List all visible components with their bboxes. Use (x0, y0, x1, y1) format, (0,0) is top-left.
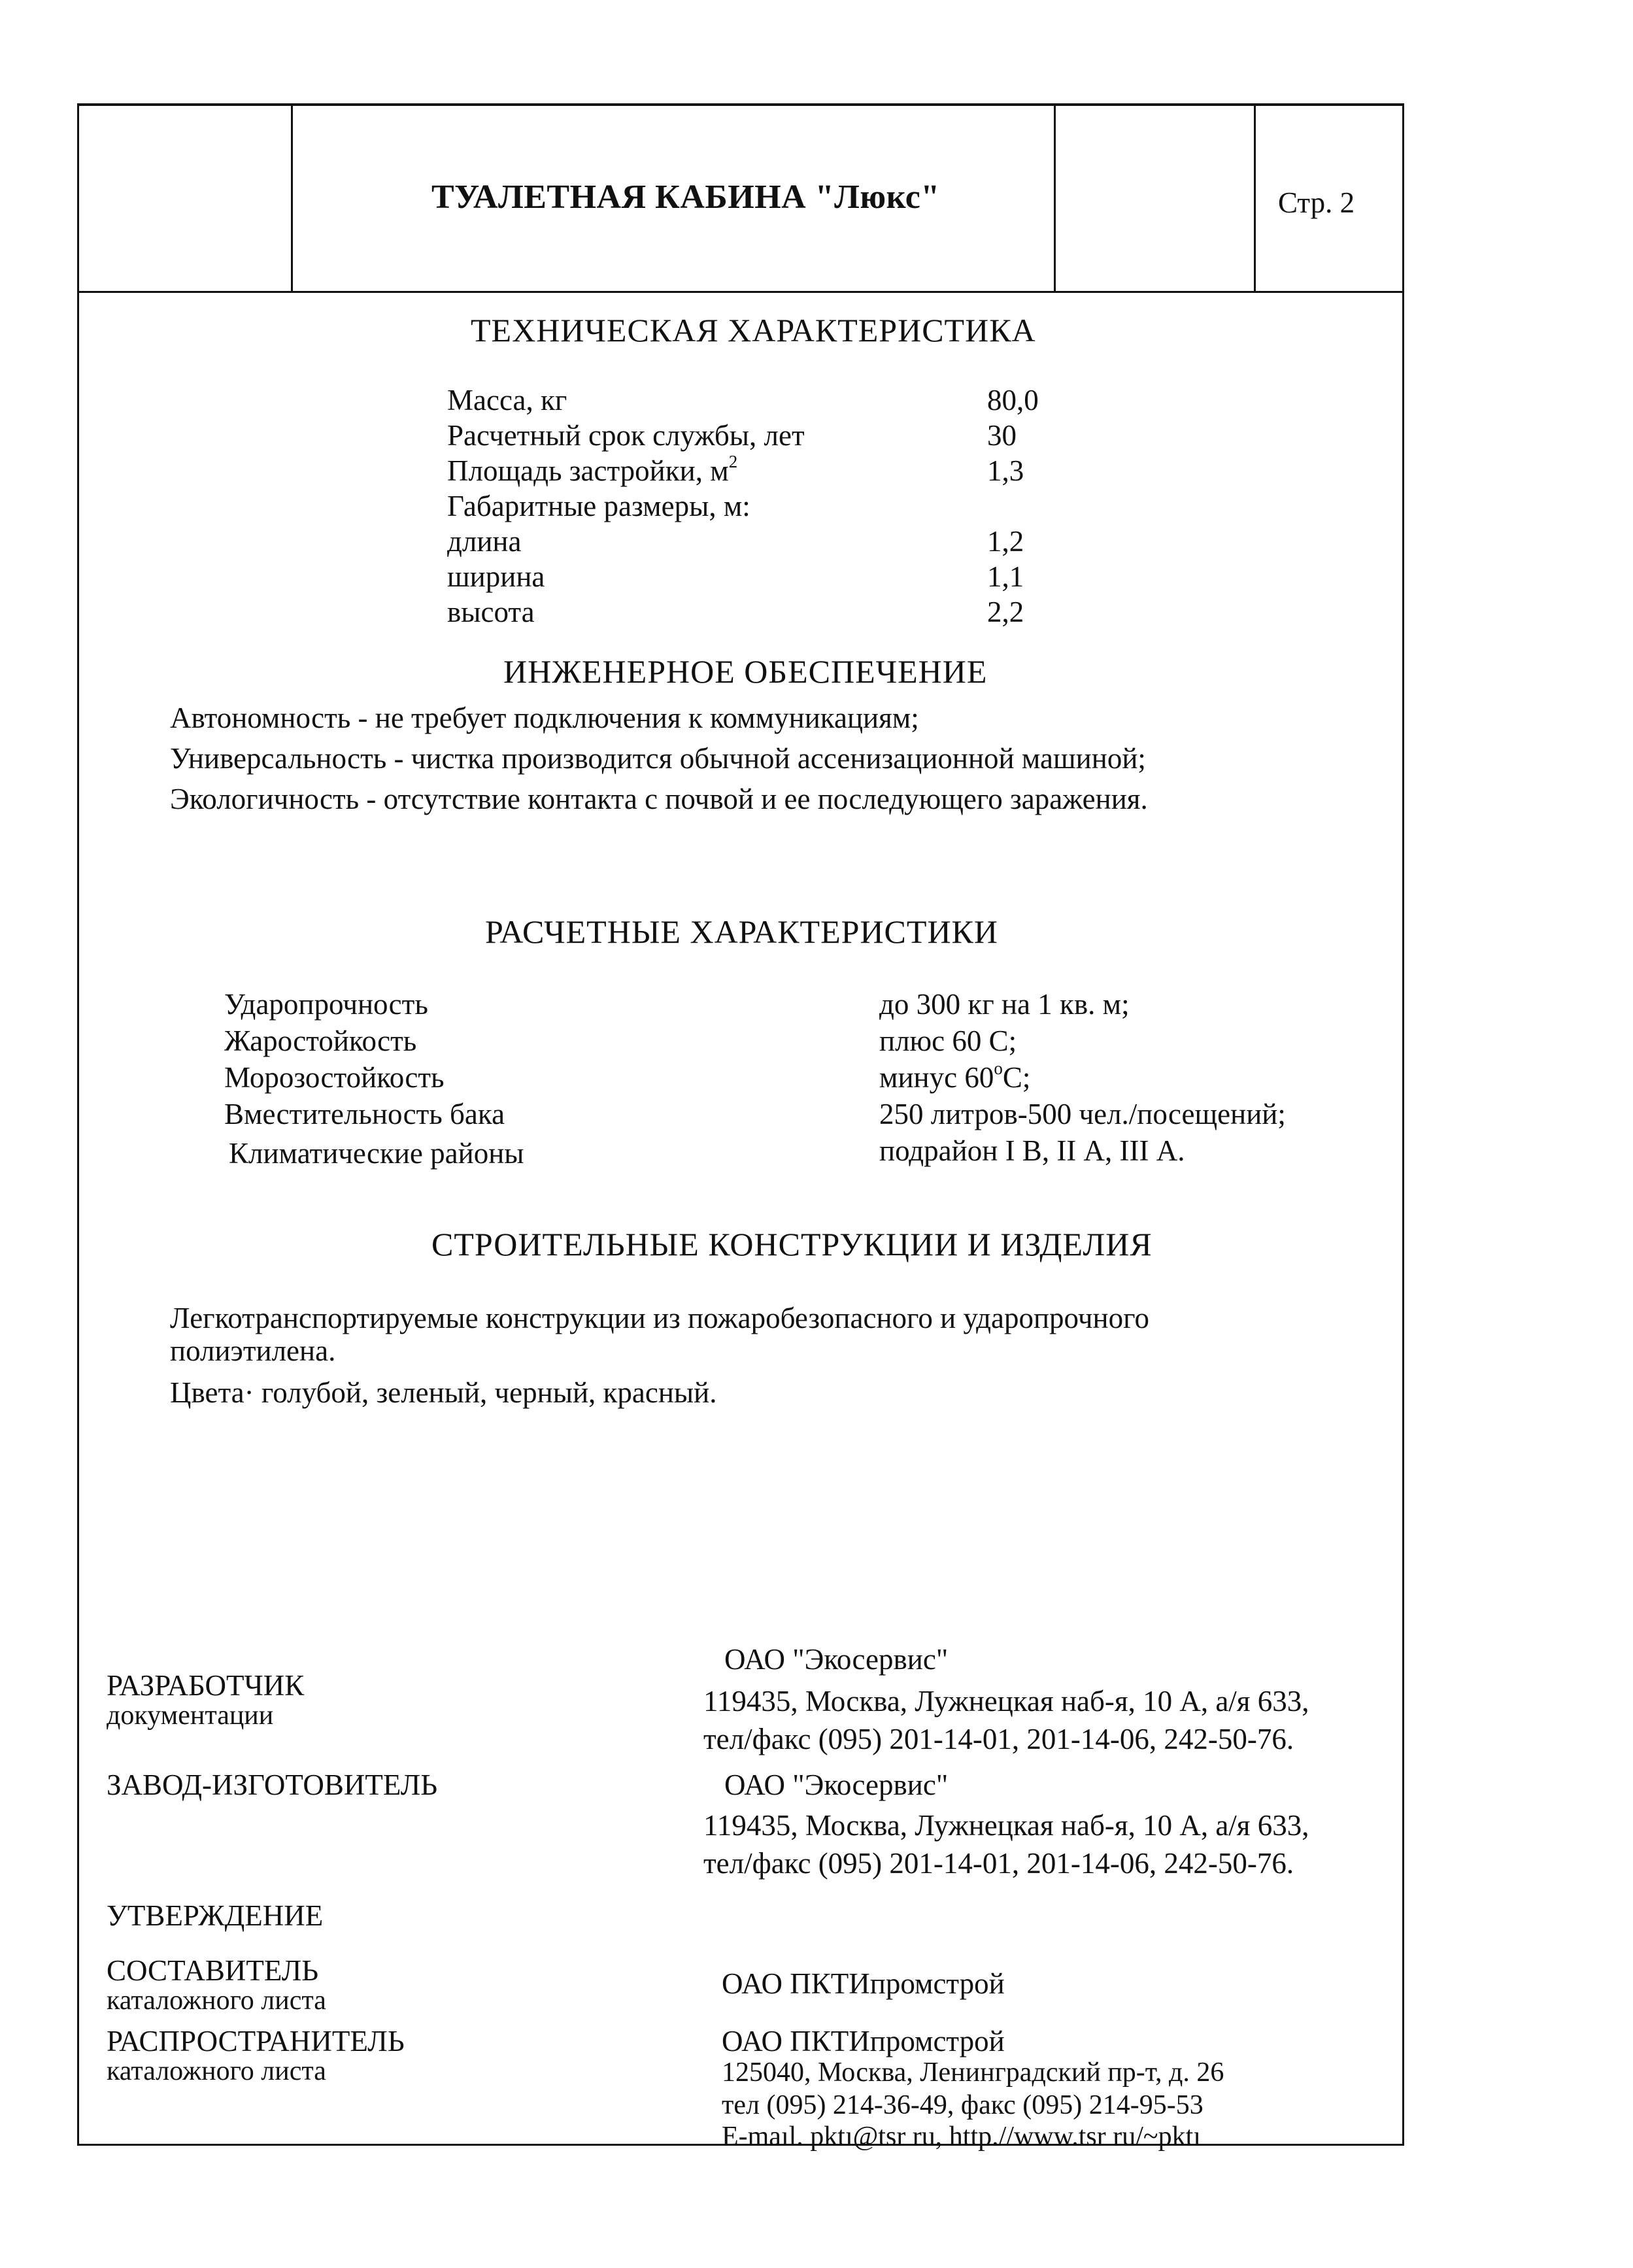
distributor-name: ОАО ПКТИпромстрой (722, 2025, 1005, 2057)
calc-value: 250 литров-500 чел./посещений; (879, 1098, 1286, 1130)
maker-label: ЗАВОД-ИЗГОТОВИТЕЛЬ (107, 1769, 438, 1801)
calc-label: Ударопрочность (224, 988, 428, 1021)
tech-value: 30 (987, 419, 1017, 452)
distributor-address: 125040, Москва, Ленинградский пр-т, д. 26 (722, 2057, 1224, 2088)
developer-sub: документации (107, 1701, 274, 1731)
engineering-line: Универсальность - чистка производится обычной ассенизационной машиной; (170, 742, 1146, 775)
tech-label: Габаритные размеры, м: (447, 490, 750, 522)
compiler-label: СОСТАВИТЕЛЬ (107, 1954, 319, 1987)
engineering-line: Экологичность - отсутствие контакта с почвой и ее последующего заражения. (170, 783, 1148, 815)
document-title: ТУАЛЕТНАЯ КАБИНА "Люкс" (431, 178, 940, 216)
page-number: Стр. 2 (1278, 186, 1355, 219)
title-block-divider (291, 103, 293, 293)
maker-name: ОАО "Экосервис" (724, 1769, 949, 1801)
tech-heading: ТЕХНИЧЕСКАЯ ХАРАКТЕРИСТИКА (471, 312, 1036, 348)
distributor-label: РАСПРОСТРАНИТЕЛЬ (107, 2025, 405, 2057)
tech-label: высота (447, 596, 535, 628)
developer-address: 119435, Москва, Лужнецкая наб-я, 10 А, а/я 633, (703, 1685, 1309, 1718)
tech-label: длина (447, 525, 522, 558)
superscript: 2 (728, 452, 738, 471)
distributor-web: E-maıl. pktı@tsr ru, http.//www.tsr ru/~pktı (722, 2122, 1201, 2152)
tech-value: 2,2 (987, 596, 1024, 628)
construction-heading: СТРОИТЕЛЬНЫЕ КОНСТРУКЦИИ И ИЗДЕЛИЯ (431, 1226, 1153, 1262)
maker-address: 119435, Москва, Лужнецкая наб-я, 10 А, а/я 633, (703, 1809, 1309, 1842)
title-block-divider (1254, 103, 1256, 293)
tech-label: Площадь застройки, $м^2$ (447, 452, 738, 487)
compiler-name: ОАО ПКТИпромстрой (722, 1967, 1005, 2000)
tech-label: Масса, кг (447, 384, 567, 416)
developer-phone: тел/факс (095) 201-14-01, 201-14-06, 242-50-76. (703, 1723, 1294, 1755)
distributor-sub: каталожного листа (107, 2056, 326, 2086)
tech-label: Расчетный срок службы, лет (447, 419, 805, 452)
degree-sign: o (994, 1058, 1003, 1078)
tech-value: 1,2 (987, 525, 1024, 558)
calc-label: Климатические районы (229, 1137, 524, 1170)
calc-value: плюс 60 С; (879, 1024, 1017, 1057)
title-block-divider (1054, 103, 1056, 293)
construction-line: полиэтилена. (170, 1334, 336, 1367)
tech-value: 1,1 (987, 560, 1024, 593)
maker-phone: тел/факс (095) 201-14-01, 201-14-06, 242-50-76. (703, 1847, 1294, 1880)
calc-label: Жаростойкость (224, 1024, 417, 1057)
engineering-heading: ИНЖЕНЕРНОЕ ОБЕСПЕЧЕНИЕ (503, 653, 988, 690)
calc-value: до 300 кг на 1 кв. м; (879, 988, 1130, 1021)
calc-value: подрайон I В, II А, III А. (879, 1134, 1185, 1167)
tech-value: 1,3 (987, 454, 1024, 487)
calc-label: Морозостойкость (224, 1061, 445, 1094)
tech-value: 80,0 (987, 384, 1039, 416)
engineering-line: Автономность - не требует подключения к коммуникациям; (170, 702, 919, 734)
construction-line: Цвета· голубой, зеленый, черный, красный. (170, 1376, 717, 1409)
calc-label: Вместительность бака (224, 1098, 505, 1130)
developer-name: ОАО "Экосервис" (724, 1643, 949, 1676)
construction-line: Легкотранспортируемые конструкции из пожаробезопасного и ударопрочного (170, 1302, 1149, 1334)
tech-label: ширина (447, 560, 545, 593)
compiler-sub: каталожного листа (107, 1986, 326, 2016)
calc-value: минус 60$^o$С; (879, 1058, 1031, 1094)
developer-label: РАЗРАБОТЧИК (107, 1669, 305, 1702)
calc-heading: РАСЧЕТНЫЕ ХАРАКТЕРИСТИКИ (485, 913, 999, 950)
distributor-phone: тел (095) 214-36-49, факс (095) 214-95-53 (722, 2090, 1204, 2120)
approval-label: УТВЕРЖДЕНИЕ (107, 1899, 324, 1932)
